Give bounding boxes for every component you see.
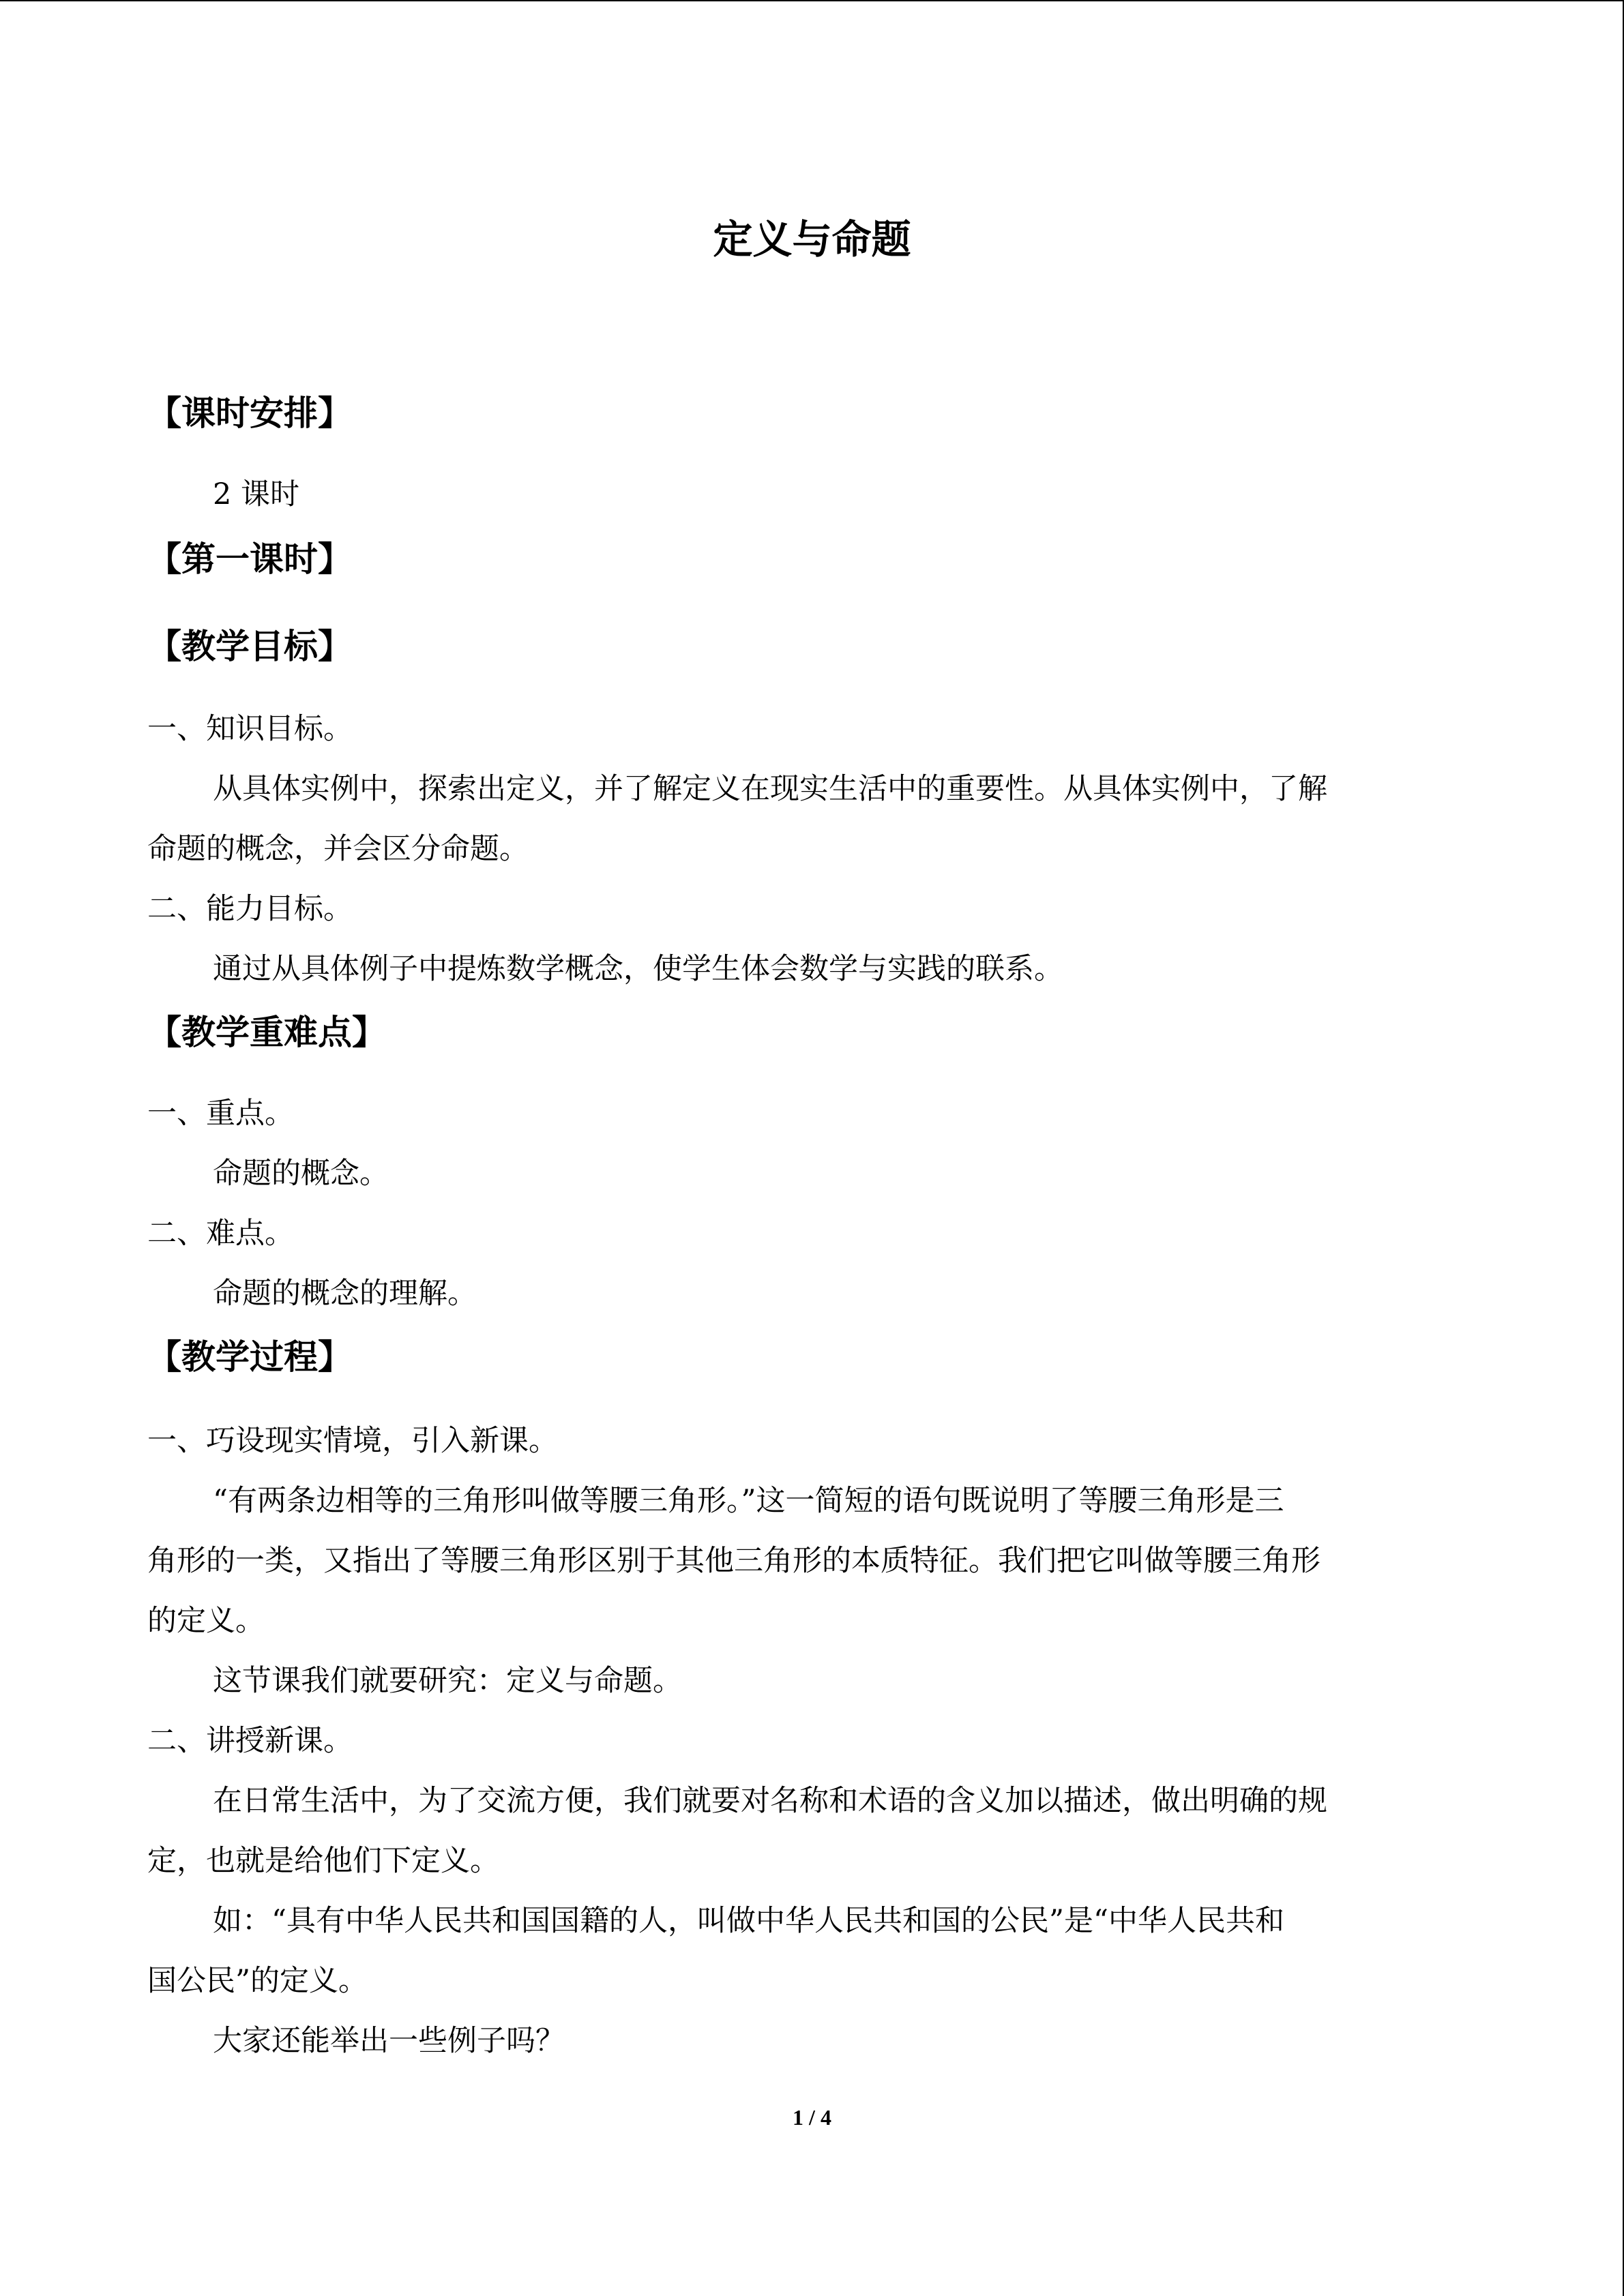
heading-first-lesson: 【第一课时】 <box>147 539 352 579</box>
key-point-item1-title: 一、重点。 <box>147 1097 294 1131</box>
process-p3-line2: 定，也就是给他们下定义。 <box>147 1844 499 1878</box>
heading-key-points: 【教学重难点】 <box>147 1013 386 1052</box>
heading-objectives: 【教学目标】 <box>147 627 352 666</box>
objective-item1-line2: 命题的概念，并会区分命题。 <box>147 832 529 866</box>
process-p1-line1: “有两条边相等的三角形叫做等腰三角形。”这一简短的语句既说明了等腰三角形是三 <box>213 1484 1284 1518</box>
process-item1-title: 一、巧设现实情境，引入新课。 <box>147 1424 558 1458</box>
process-p3-line1: 在日常生活中，为了交流方便，我们就要对名称和术语的含义加以描述，做出明确的规 <box>213 1784 1327 1818</box>
document-title: 定义与命题 <box>713 216 911 263</box>
schedule-text: 2 课时 <box>213 477 300 511</box>
process-p1-line2: 角形的一类，又指出了等腰三角形区别于其他三角形的本质特征。我们把它叫做等腰三角形 <box>147 1544 1320 1578</box>
objective-item2-title: 二、能力目标。 <box>147 892 353 926</box>
objective-item2-line1: 通过从具体例子中提炼数学概念，使学生体会数学与实践的联系。 <box>213 952 1063 986</box>
key-point-item1-text: 命题的概念。 <box>213 1157 389 1191</box>
process-p1-line3: 的定义。 <box>147 1604 265 1638</box>
page-number: 1 / 4 <box>793 2105 831 2130</box>
key-point-item2-text: 命题的概念的理解。 <box>213 1277 477 1311</box>
process-p4-line2: 国公民”的定义。 <box>147 1964 368 1998</box>
process-p5-line1: 大家还能举出一些例子吗？ <box>213 2024 565 2058</box>
process-p4-line1: 如：“具有中华人民共和国国籍的人，叫做中华人民共和国的公民”是“中华人民共和 <box>213 1904 1284 1938</box>
key-point-item2-title: 二、难点。 <box>147 1217 294 1251</box>
objective-item1-line1: 从具体实例中，探索出定义，并了解定义在现实生活中的重要性。从具体实例中，了解 <box>213 772 1327 806</box>
heading-schedule: 【课时安排】 <box>147 393 352 433</box>
process-p2-line1: 这节课我们就要研究：定义与命题。 <box>213 1664 682 1698</box>
heading-process: 【教学过程】 <box>147 1337 352 1377</box>
process-item2-title: 二、讲授新课。 <box>147 1724 353 1758</box>
objective-item1-title: 一、知识目标。 <box>147 712 353 746</box>
